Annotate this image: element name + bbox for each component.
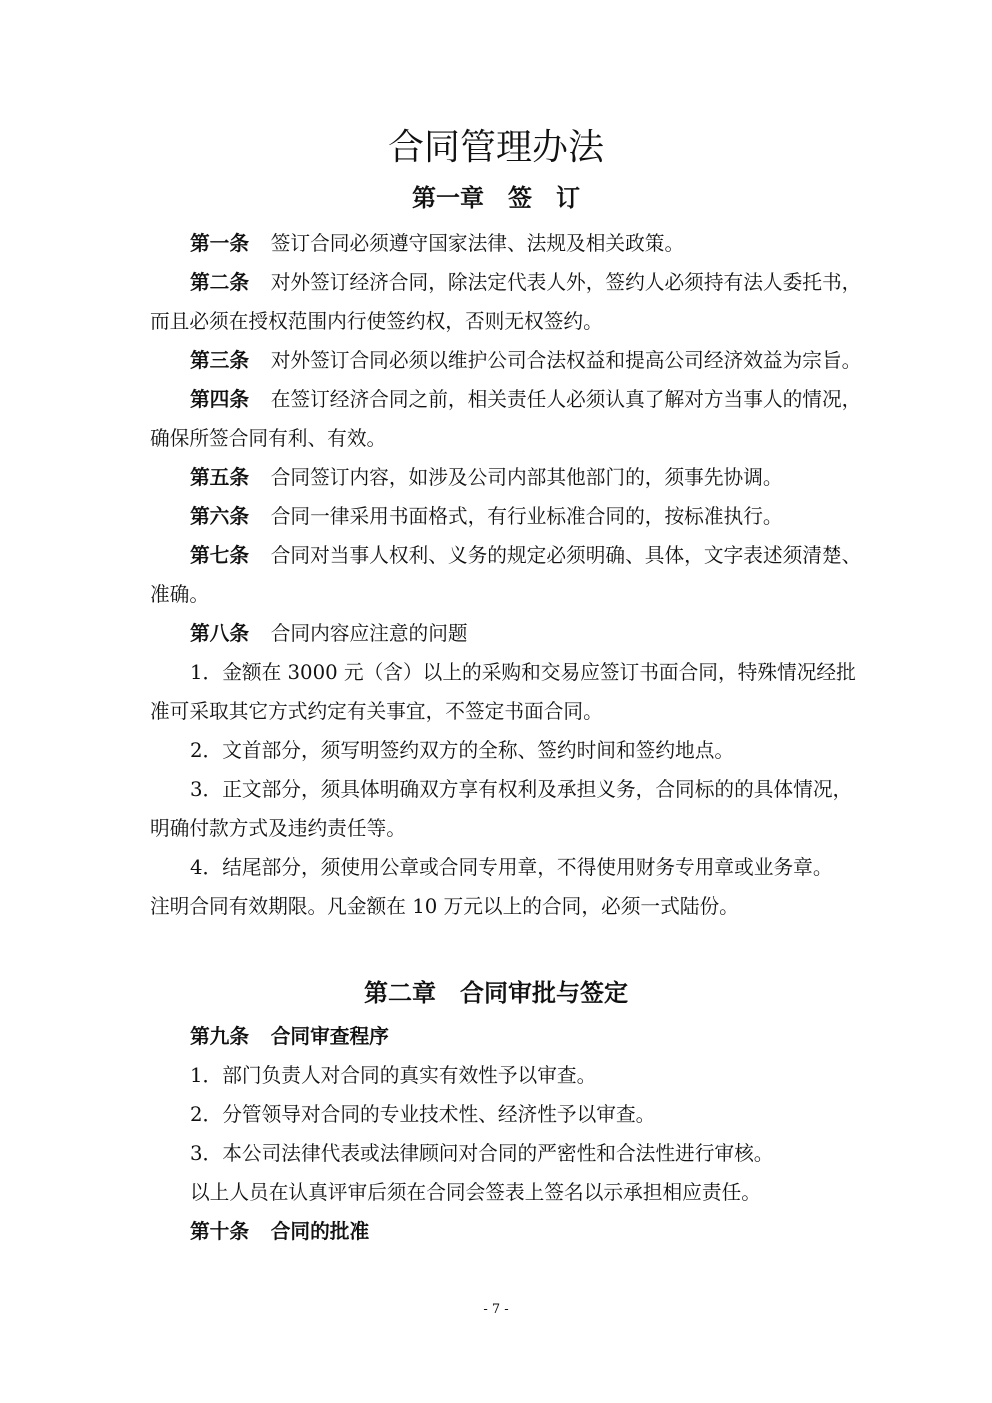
list-item-3 bbox=[150, 1134, 890, 1173]
article-label: 第九条 bbox=[190, 1025, 250, 1048]
list-item-text: 3．正文部分，须具体明确双方享有权利及承担义务，合同标的的具体情况， bbox=[190, 778, 853, 801]
chapter-1-body bbox=[150, 224, 890, 926]
list-item-1-continuation bbox=[150, 692, 890, 731]
article-text-line: 合同对当事人权利、义务的规定必须明确、具体，文字表述须清楚、 bbox=[270, 544, 862, 567]
list-item-1 bbox=[150, 653, 890, 692]
article-text-line: 确保所签合同有利、有效。 bbox=[150, 427, 387, 450]
article-5 bbox=[150, 458, 890, 497]
page-number: - 7 - bbox=[483, 1302, 509, 1317]
list-item-3 bbox=[150, 770, 890, 809]
article-6 bbox=[150, 497, 890, 536]
list-item-text: 1．部门负责人对合同的真实有效性予以审查。 bbox=[190, 1064, 597, 1087]
article-text-line: 合同签订内容，如涉及公司内部其他部门的，须事先协调。 bbox=[270, 466, 783, 489]
article-4 bbox=[150, 380, 890, 419]
article-text-line: 准确。 bbox=[150, 583, 210, 606]
list-item-text: 3．本公司法律代表或法律顾问对合同的严密性和合法性进行审核。 bbox=[190, 1142, 774, 1165]
article-label: 第二条 bbox=[190, 271, 250, 294]
article-text-line: 签订合同必须遵守国家法律、法规及相关政策。 bbox=[270, 232, 685, 255]
article-9-closing bbox=[150, 1173, 890, 1212]
article-label: 第一条 bbox=[190, 232, 250, 255]
list-item-4 bbox=[150, 848, 890, 887]
article-text-line: 合同一律采用书面格式，有行业标准合同的，按标准执行。 bbox=[270, 505, 783, 528]
article-text-line: 合同审查程序 bbox=[270, 1025, 389, 1048]
list-item-2 bbox=[150, 731, 890, 770]
list-item-text: 4．结尾部分，须使用公章或合同专用章，不得使用财务专用章或业务章。 bbox=[190, 856, 833, 879]
article-text-line: 在签订经济合同之前，相关责任人必须认真了解对方当事人的情况， bbox=[270, 388, 862, 411]
article-label: 第十条 bbox=[190, 1220, 250, 1243]
article-text-line: 合同的批准 bbox=[270, 1220, 370, 1243]
article-8 bbox=[150, 614, 890, 653]
list-item-4-continuation bbox=[150, 887, 890, 926]
article-label: 第三条 bbox=[190, 349, 250, 372]
article-label: 第五条 bbox=[190, 466, 250, 489]
article-2-continuation bbox=[150, 302, 890, 341]
article-1 bbox=[150, 224, 890, 263]
article-text-line: 合同内容应注意的问题 bbox=[270, 622, 468, 645]
article-label: 第七条 bbox=[190, 544, 250, 567]
article-text-line: 对外签订经济合同，除法定代表人外，签约人必须持有法人委托书， bbox=[270, 271, 862, 294]
list-item-text: 注明合同有效期限。凡金额在 10 万元以上的合同，必须一式陆份。 bbox=[150, 895, 739, 918]
list-item-text: 2．分管领导对合同的专业技术性、经济性予以审查。 bbox=[190, 1103, 656, 1126]
chapter-2-heading: 第二章 合同审批与签定 bbox=[364, 979, 628, 1007]
article-text-line: 对外签订合同必须以维护公司合法权益和提高公司经济效益为宗旨。 bbox=[270, 349, 862, 372]
list-item-text: 2．文首部分，须写明签约双方的全称、签约时间和签约地点。 bbox=[190, 739, 735, 762]
chapter-2-body bbox=[150, 1017, 890, 1251]
article-3 bbox=[150, 341, 890, 380]
list-item-1 bbox=[150, 1056, 890, 1095]
paragraph-text: 以上人员在认真评审后须在合同会签表上签名以示承担相应责任。 bbox=[190, 1181, 761, 1204]
article-2 bbox=[150, 263, 890, 302]
list-item-text: 1．金额在 3000 元（含）以上的采购和交易应签订书面合同，特殊情况经批 bbox=[190, 661, 856, 684]
list-item-text: 准可采取其它方式约定有关事宜，不签定书面合同。 bbox=[150, 700, 603, 723]
chapter-1-heading: 第一章 签 订 bbox=[412, 184, 580, 212]
article-label: 第四条 bbox=[190, 388, 250, 411]
article-7-continuation bbox=[150, 575, 890, 614]
article-text-line: 而且必须在授权范围内行使签约权，否则无权签约。 bbox=[150, 310, 603, 333]
document-title: 合同管理办法 bbox=[387, 127, 604, 168]
article-7 bbox=[150, 536, 890, 575]
article-label: 第六条 bbox=[190, 505, 250, 528]
article-10 bbox=[150, 1212, 890, 1251]
article-9 bbox=[150, 1017, 890, 1056]
article-label: 第八条 bbox=[190, 622, 250, 645]
list-item-2 bbox=[150, 1095, 890, 1134]
list-item-3-continuation bbox=[150, 809, 890, 848]
article-4-continuation bbox=[150, 419, 890, 458]
list-item-text: 明确付款方式及违约责任等。 bbox=[150, 817, 406, 840]
